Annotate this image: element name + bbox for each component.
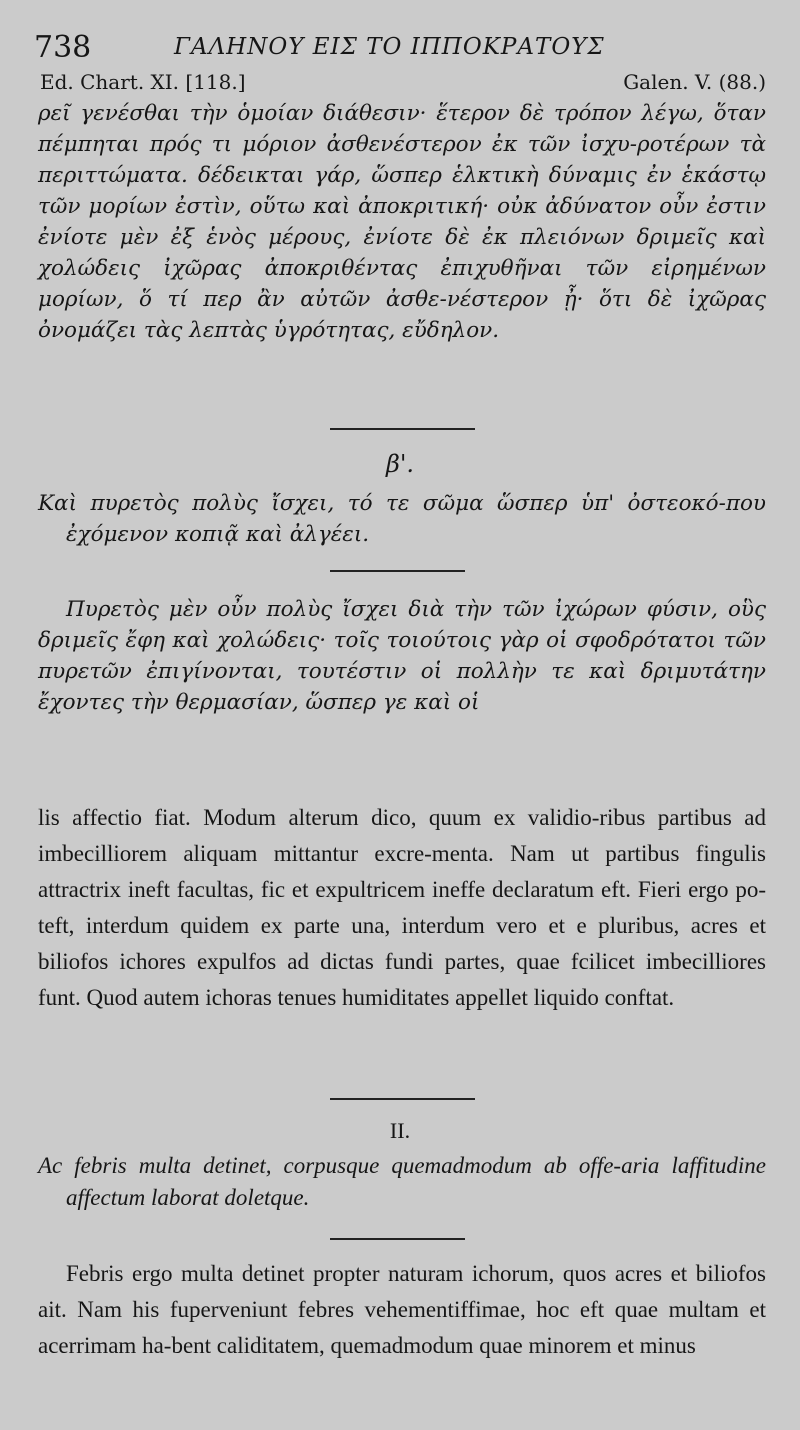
edition-line: [40, 70, 766, 98]
edition-chartier: Ed. Chart. XI. [118.]: [40, 70, 246, 94]
divider-rule: [330, 428, 475, 430]
divider-rule: [330, 1098, 475, 1100]
latin-aphorism: Ac febris multa detinet, corpusque quemadmodum ab offe-aria laffitudine affectum laborat doletque.: [38, 1153, 766, 1210]
greek-paragraph: ρεῖ γενέσθαι τὴν ὁμοίαν διάθεσιν· ἕτερον δὲ τρόπον λέγω, ὅταν πέμπηται πρός τι μόριον ἀσθενέστερον ἐκ τῶν ἰσχυ-ροτέρων τὰ περιττώματα. δέδεικται γάρ, ὥσπερ ἑλκτικὴ δύναμις ἐν ἑκάστῳ τῶν μορίων ἐστὶν, οὕτω καὶ ἀποκριτική· οὐκ ἀδύνατον οὖν ἐστιν ἐνίοτε μὲν ἐξ ἑνὸς μέρους, ἐνίοτε δὲ ἐκ πλειόνων δριμεῖς καὶ χολώδεις ἰχῶρας ἀποκριθέντας ἐπιχυθῆναι τῶν εἰρημένων μορίων, ὅ τί περ ἂν αὐτῶν ἀσθε-νέστερον ᾖ· ὅτι δὲ ἰχῶρας ὀνομάζει τὰς λεπτὰς ὑγρότητας, εὔδηλον.: [38, 101, 766, 343]
page-number: 738: [34, 30, 92, 65]
edition-galen: Galen. V. (88.): [623, 70, 766, 94]
running-title: ΓΑΛΗΝΟΥ ΕΙΣ ΤΟ ΙΠΠΟΚΡΑΤΟΥΣ: [174, 34, 605, 60]
page-header: [34, 28, 770, 64]
greek-aphorism: Καὶ πυρετὸς πολὺς ἴσχει, τό τε σῶμα ὥσπερ ὑπ' ὀστεοκό-που ἐχόμενον κοπιᾷ καὶ ἀλγέει.: [38, 491, 766, 547]
latin-paragraph: lis affectio fiat. Modum alterum dico, quum ex validio-ribus partibus ad imbecilliorem aliquam mittantur excre-menta. Nam ut partibus fingulis attractrix ineft facultas, fic et expultricem ineffe declaratum eft. Fieri ergo po-teft, interdum quidem ex parte una, interdum vero et e pluribus, acres et biliofos ichores expulfos ad dictas fundi partes, quae fcilicet imbecilliores funt. Quod autem ichoras tenues humiditates appellet liquido conftat.: [38, 805, 766, 1010]
latin-section-number: II.: [389, 1118, 411, 1143]
greek-commentary: Πυρετὸς μὲν οὖν πολὺς ἴσχει διὰ τὴν τῶν ἰχώρων φύσιν, οὓς δριμεῖς ἔφη καὶ χολώδεις· τοῖς τοιούτοις γὰρ οἱ σφοδρότατοι τῶν πυρετῶν ἐπιγίνονται, τουτέστιν οἱ πολλὴν τε καὶ δριμυτάτην ἔχοντες τὴν θερμασίαν, ὥσπερ γε καὶ οἱ: [38, 597, 766, 715]
divider-rule: [330, 570, 465, 572]
greek-section-number: β'.: [385, 450, 415, 478]
divider-rule: [330, 1238, 465, 1240]
latin-commentary: Febris ergo multa detinet propter naturam ichorum, quos acres et biliofos ait. Nam his fuperveniunt febres vehementiffimae, hoc eft quae multam et acerrimam ha-bent caliditatem, quemadmodum quae minorem et minus: [38, 1261, 766, 1358]
